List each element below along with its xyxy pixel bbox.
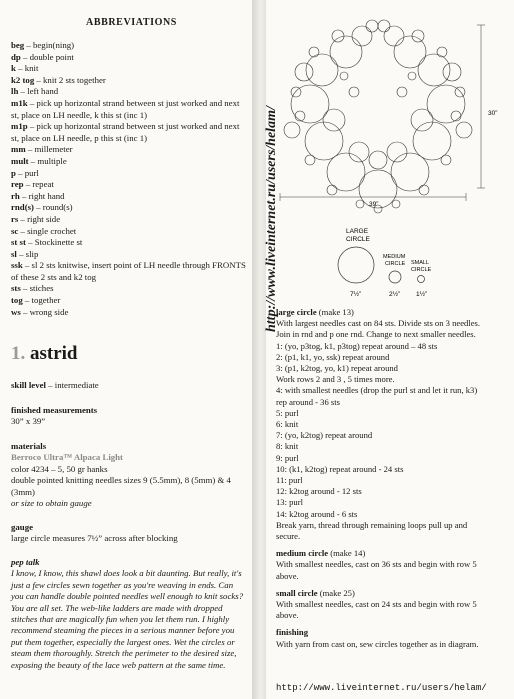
large-circle-steps bbox=[276, 318, 508, 542]
diagram-circle bbox=[443, 63, 461, 81]
skill-value: – intermediate bbox=[45, 380, 99, 390]
large-circle-step: 1: (yo, p3tog, k1, p3tog) repeat around – 48 sts bbox=[276, 340, 438, 351]
abbreviation-item bbox=[11, 191, 249, 203]
abbreviation-term: m1k bbox=[11, 97, 28, 108]
small-circle-step: above. bbox=[276, 610, 299, 621]
medium-circle-step: above. bbox=[276, 570, 299, 581]
shawl-diagram bbox=[266, 0, 514, 300]
large-circle-step: 4: with smallest needles (drop the purl st and let it run, k3) bbox=[276, 385, 478, 396]
large-circle-step: Break yarn, thread through remaining loops pull up and bbox=[276, 519, 468, 530]
abbreviation-def: – repeat bbox=[23, 179, 54, 190]
abbreviation-item bbox=[11, 144, 249, 156]
large-circle-step: With largest needles cast on 84 sts. Divide sts on 3 needles. bbox=[276, 318, 481, 329]
abbreviation-def: – wrong side bbox=[20, 306, 69, 317]
abbreviation-item bbox=[11, 75, 249, 87]
abbreviation-term: ws bbox=[11, 306, 21, 317]
abbreviation-def: – Stockinette st bbox=[25, 237, 83, 248]
abbreviation-item bbox=[11, 168, 249, 180]
diagram-circle bbox=[349, 87, 359, 97]
skill-label: skill level bbox=[11, 380, 46, 390]
large-circle-sample bbox=[338, 247, 374, 283]
large-circle-step: secure. bbox=[276, 531, 301, 542]
diagram-circle bbox=[305, 122, 343, 160]
abbreviation-term: st st bbox=[11, 237, 26, 248]
gauge bbox=[11, 522, 247, 545]
large-circle-step: 12: k2tog around - 12 sts bbox=[276, 486, 362, 497]
diagram-circle bbox=[284, 122, 300, 138]
measure-value: 30” x 39” bbox=[11, 416, 46, 427]
large-circle-step: rep around - 36 sts bbox=[276, 396, 340, 407]
abbreviation-term: tog bbox=[11, 295, 23, 306]
abbreviation-item bbox=[11, 63, 249, 75]
abbreviation-term: sl bbox=[11, 248, 17, 259]
medium-circle-make: (make 14) bbox=[328, 548, 366, 559]
medium-circle-sample bbox=[389, 271, 401, 283]
diagram-circle bbox=[451, 111, 461, 121]
abbreviation-def: – right hand bbox=[19, 190, 65, 201]
abbreviation-item bbox=[11, 307, 249, 319]
gauge-label: gauge bbox=[11, 522, 33, 532]
pep-text: I know, I know, this shawl does look a bit daunting. But really, it's just a few circles sewn together as you're weaving in ends. Can you can handle double pointed needles well enough to knit socks? You are all set. The web-like ladders are made with dropped stitches that are magically fun when you let them run. I highly recommend steaming the pieces in a serious manner before you put them together, especially the largest ones. Wet the circles or steam them thoroughly. Stretch the perimeter to the desired size, exposing the beauty of the lace web pattern at the same time. bbox=[11, 568, 244, 670]
gauge-value: large circle measures 7½” across after blocking bbox=[11, 533, 178, 544]
medium-circle-head: medium circle bbox=[276, 548, 329, 559]
abbreviation-def: – pick up horizontal strand between st just worked and next st, place on LH needle, p this st (inc 1) bbox=[11, 121, 240, 143]
abbreviation-def: – double point bbox=[20, 51, 74, 62]
abbreviation-def: – purl bbox=[15, 167, 39, 178]
diagram-circle bbox=[356, 200, 364, 208]
abbreviation-def: – knit bbox=[15, 63, 39, 74]
yarn-name: Berroco Ultra™ Alpaca Light bbox=[11, 452, 123, 463]
diagram-circle bbox=[419, 185, 429, 195]
abbreviation-term: p bbox=[11, 167, 16, 178]
abbreviation-term: sc bbox=[11, 225, 19, 236]
medium-label-2: CIRCLE bbox=[385, 261, 406, 267]
abbreviation-item bbox=[11, 237, 249, 249]
diagram-circle bbox=[352, 26, 372, 46]
abbreviation-term: ssk bbox=[11, 260, 23, 271]
abbreviation-def: – right side bbox=[18, 213, 61, 224]
diagram-circle bbox=[340, 72, 348, 80]
abbreviation-def: – pick up horizontal strand between st just worked and next st, place on LH needle, k this st (inc 1) bbox=[11, 97, 240, 120]
large-label-2: CIRCLE bbox=[346, 236, 370, 243]
abbreviation-term: dp bbox=[11, 51, 21, 62]
large-circle-step: 11: purl bbox=[276, 475, 303, 486]
measure-label: finished measurements bbox=[11, 405, 98, 415]
small-circle-steps bbox=[276, 599, 508, 621]
abbreviations-list bbox=[11, 40, 249, 318]
abbreviation-item bbox=[11, 249, 249, 261]
large-circle-head: large circle bbox=[276, 307, 317, 317]
medium-circle-steps bbox=[276, 559, 508, 581]
diagram-circle bbox=[332, 30, 344, 42]
abbreviation-term: beg bbox=[11, 40, 25, 50]
pep-label: pep talk bbox=[11, 557, 40, 567]
diagram-circle bbox=[455, 87, 465, 97]
abbreviation-term: mult bbox=[11, 155, 29, 166]
diagram-circle bbox=[306, 54, 338, 86]
small-label-2: CIRCLE bbox=[411, 267, 432, 273]
abbreviation-term: rep bbox=[11, 179, 24, 190]
pep-talk bbox=[11, 557, 247, 671]
medium-circle-step: With smallest needles, cast on 36 sts and begin with row 5 bbox=[276, 559, 477, 570]
large-circle-step: 14: k2tog around - 6 sts bbox=[276, 508, 358, 519]
small-circle-step: With smallest needles, cast on 24 sts and begin with row 5 bbox=[276, 599, 477, 610]
diagram-circle bbox=[437, 47, 447, 57]
diagram-circle bbox=[392, 200, 400, 208]
diagram-circle bbox=[412, 30, 424, 42]
small-label-1: SMALL bbox=[411, 260, 430, 266]
skill-level bbox=[11, 380, 247, 391]
small-circle-sample bbox=[418, 276, 425, 283]
diagram-circle bbox=[413, 122, 451, 160]
diagram-circle bbox=[323, 109, 345, 131]
diagram-circle bbox=[378, 20, 390, 32]
footer-watermark: http://www.liveinternet.ru/users/helam/ bbox=[276, 683, 487, 693]
abbreviation-item bbox=[11, 40, 249, 52]
abbreviation-item bbox=[11, 214, 249, 226]
abbreviation-term: k bbox=[11, 63, 16, 74]
medium-circle-heading bbox=[276, 548, 508, 559]
pattern-title bbox=[11, 343, 78, 365]
abbreviation-def: – millemeter bbox=[25, 144, 73, 155]
abbreviation-item bbox=[11, 260, 249, 283]
large-label-1: LARGE bbox=[346, 228, 369, 235]
needles-line: double pointed knitting needles sizes 9 (5.5mm), 8 (5mm) & 4 (3mm) bbox=[11, 475, 231, 497]
diagram-circle bbox=[327, 185, 337, 195]
diagram-circle bbox=[309, 47, 319, 57]
diagram-circle bbox=[349, 142, 369, 162]
large-circle-make: (make 13) bbox=[316, 307, 354, 317]
small-circle-heading bbox=[276, 588, 508, 599]
finishing-step: With yarn from cast on, sew circles together as in diagram. bbox=[276, 638, 479, 649]
abbreviation-item bbox=[11, 226, 249, 238]
width-label: 39” bbox=[369, 201, 379, 208]
large-circle-step: 8: knit bbox=[276, 441, 299, 452]
diagram-circle bbox=[441, 155, 451, 165]
diagram-circle bbox=[295, 111, 305, 121]
diagram-circle bbox=[456, 122, 472, 138]
large-circle-heading bbox=[276, 307, 508, 318]
large-circle-step: 7: (yo, k2tog) repeat around bbox=[276, 430, 373, 441]
abbreviation-def: – multiple bbox=[28, 155, 67, 166]
abbreviation-term: k2 tog bbox=[11, 74, 35, 85]
height-label: 30” bbox=[488, 110, 498, 117]
diagram-circle bbox=[291, 87, 301, 97]
abbreviation-term: rs bbox=[11, 213, 19, 224]
diagram-circle bbox=[408, 72, 416, 80]
abbreviation-term: mm bbox=[11, 144, 26, 155]
abbreviation-item bbox=[11, 179, 249, 191]
diagram-circle bbox=[366, 20, 378, 32]
finishing-steps bbox=[276, 639, 508, 650]
medium-size-label: 2½” bbox=[389, 291, 401, 298]
large-circle-step: 13: purl bbox=[276, 497, 303, 508]
large-circle-step: Join in rnd and p one rnd. Change to next smaller needles. bbox=[276, 329, 476, 340]
abbreviations-title: ABBREVIATIONS bbox=[86, 17, 177, 28]
small-size-label: 1½” bbox=[416, 291, 428, 298]
large-circle-step: 5: purl bbox=[276, 407, 299, 418]
finished-measurements bbox=[11, 405, 247, 428]
large-circle-step: Work rows 2 and 3 , 5 times more. bbox=[276, 374, 395, 385]
pattern-name: astrid bbox=[30, 343, 78, 364]
abbreviation-item bbox=[11, 52, 249, 64]
materials bbox=[11, 441, 247, 509]
abbreviation-def: – slip bbox=[16, 248, 39, 259]
abbreviation-def: – stiches bbox=[20, 283, 54, 294]
abbreviation-def: – together bbox=[22, 295, 61, 306]
large-circle-step: 3: (p1, k2tog, yo, k1) repeat around bbox=[276, 363, 398, 374]
abbreviation-item bbox=[11, 295, 249, 307]
abbreviation-def: – begin(ning) bbox=[24, 40, 75, 50]
medium-label-1: MEDIUM bbox=[383, 254, 406, 260]
abbreviation-def: – single crochet bbox=[18, 225, 77, 236]
small-circle-head: small circle bbox=[276, 587, 318, 598]
abbreviation-item bbox=[11, 202, 249, 214]
small-circle-make: (make 25) bbox=[317, 587, 355, 598]
abbreviation-item bbox=[11, 86, 249, 98]
finishing-head: finishing bbox=[276, 627, 309, 638]
large-circle-step: 2: (p1, k1, yo, ssk) repeat around bbox=[276, 351, 390, 362]
diagram-circle bbox=[411, 109, 433, 131]
abbreviation-term: lh bbox=[11, 86, 19, 97]
large-circle-step: 10: (k1, k2tog) repeat around - 24 sts bbox=[276, 463, 404, 474]
abbreviation-item bbox=[11, 98, 249, 121]
diagram-circle bbox=[384, 26, 404, 46]
abbreviation-def: – sl 2 sts knitwise, insert point of LH needle through FRONTS of these 2 sts and k2 tog bbox=[11, 260, 246, 282]
shawl-circles bbox=[284, 20, 472, 213]
pattern-number: 1. bbox=[11, 343, 26, 364]
vertical-watermark-text: http://www.liveinternet.ru/users/helam/ bbox=[264, 106, 279, 332]
abbreviation-def: – round(s) bbox=[33, 202, 73, 213]
diagram-circle bbox=[305, 155, 315, 165]
abbreviation-term: rnd(s) bbox=[11, 202, 34, 213]
diagram-circle bbox=[418, 54, 450, 86]
diagram-circle bbox=[387, 142, 407, 162]
diagram-circle bbox=[295, 63, 313, 81]
color-line: color 4234 – 5, 50 gr hanks bbox=[11, 463, 108, 474]
abbreviation-def: – knit 2 sts together bbox=[34, 74, 106, 85]
abbreviation-term: m1p bbox=[11, 121, 28, 132]
diagram-circle bbox=[369, 151, 387, 169]
instructions bbox=[276, 307, 508, 650]
abbreviation-item bbox=[11, 121, 249, 144]
large-circle-step: 6: knit bbox=[276, 419, 299, 430]
large-circle-step: 9: purl bbox=[276, 452, 299, 463]
abbreviation-term: sts bbox=[11, 283, 21, 294]
abbreviation-def: – left hand bbox=[18, 86, 59, 97]
materials-label: materials bbox=[11, 441, 47, 451]
large-size-label: 7½” bbox=[350, 291, 362, 298]
abbreviation-item bbox=[11, 283, 249, 295]
gauge-note: or size to obtain gauge bbox=[11, 498, 92, 509]
abbreviation-term: rh bbox=[11, 190, 20, 201]
diagram-circle bbox=[397, 87, 407, 97]
abbreviation-item bbox=[11, 156, 249, 168]
